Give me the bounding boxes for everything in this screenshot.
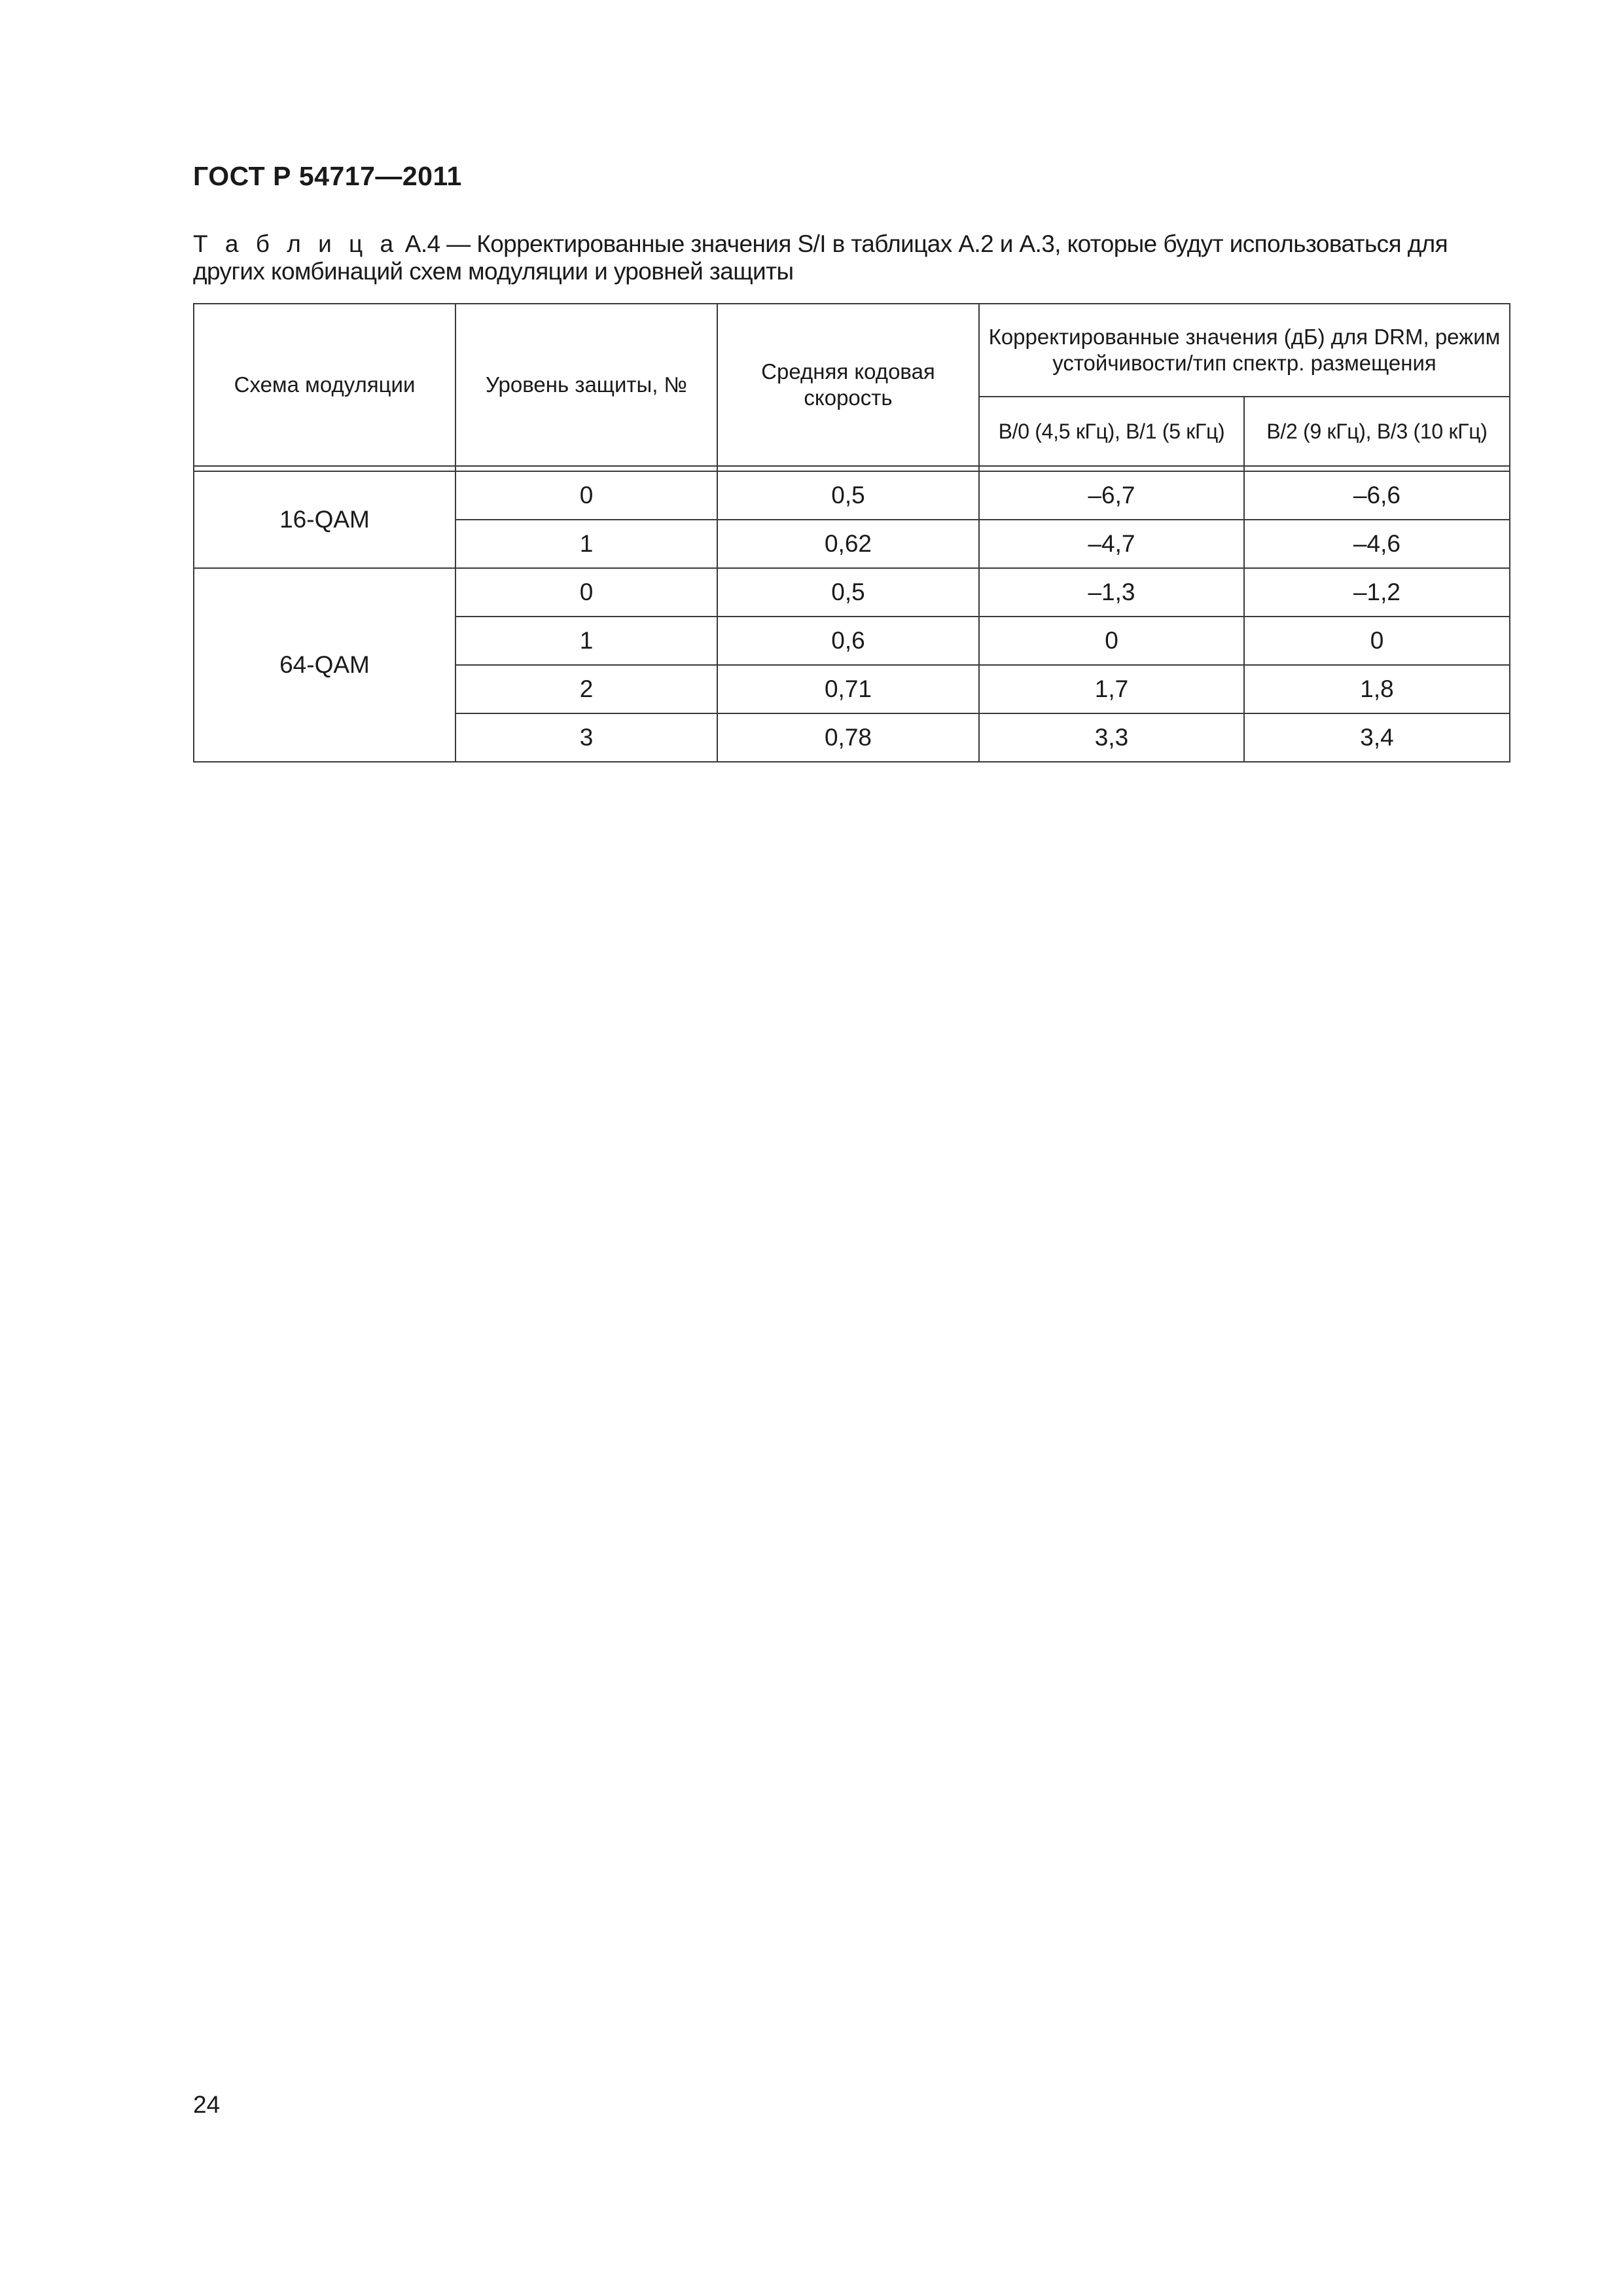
cell-rate: 0,62 bbox=[717, 520, 979, 568]
cell-level: 0 bbox=[455, 471, 717, 520]
cell-value-b2-b3: –1,2 bbox=[1244, 568, 1510, 617]
cell-value-b0-b1: –6,7 bbox=[979, 471, 1244, 520]
cell-level: 0 bbox=[455, 568, 717, 617]
cell-rate: 0,71 bbox=[717, 665, 979, 713]
header-code-rate: Средняя кодовая скорость bbox=[717, 304, 979, 466]
header-b2-b3: B/2 (9 кГц), B/3 (10 кГц) bbox=[1244, 397, 1510, 466]
cell-rate: 0,78 bbox=[717, 713, 979, 762]
cell-level: 3 bbox=[455, 713, 717, 762]
table-row bbox=[194, 471, 1510, 520]
cell-level: 1 bbox=[455, 520, 717, 568]
cell-value-b0-b1: –1,3 bbox=[979, 568, 1244, 617]
caption-prefix: Т а б л и ц а bbox=[193, 230, 399, 257]
cell-value-b2-b3: –4,6 bbox=[1244, 520, 1510, 568]
cell-value-b0-b1: –4,7 bbox=[979, 520, 1244, 568]
header-b0-b1: B/0 (4,5 кГц), B/1 (5 кГц) bbox=[979, 397, 1244, 466]
cell-value-b0-b1: 1,7 bbox=[979, 665, 1244, 713]
cell-level: 1 bbox=[455, 617, 717, 665]
caption-text: А.4 — Корректированные значения S/I в таблицах А.2 и А.3, которые будут использоваться для других комбинаций схем модуляции и уровней защиты bbox=[193, 230, 1448, 285]
table-caption bbox=[193, 230, 1512, 285]
cell-value-b2-b3: –6,6 bbox=[1244, 471, 1510, 520]
cell-value-b2-b3: 3,4 bbox=[1244, 713, 1510, 762]
header-protection-level: Уровень защиты, № bbox=[455, 304, 717, 466]
cell-rate: 0,6 bbox=[717, 617, 979, 665]
cell-rate: 0,5 bbox=[717, 471, 979, 520]
cell-value-b0-b1: 3,3 bbox=[979, 713, 1244, 762]
document-code: ГОСТ Р 54717—2011 bbox=[193, 161, 462, 191]
cell-modulation: 16-QAM bbox=[194, 471, 455, 568]
cell-value-b0-b1: 0 bbox=[979, 617, 1244, 665]
data-table-wrapper bbox=[193, 303, 1509, 762]
cell-rate: 0,5 bbox=[717, 568, 979, 617]
cell-modulation: 64-QAM bbox=[194, 568, 455, 762]
header-separator bbox=[194, 466, 1510, 471]
cell-value-b2-b3: 0 bbox=[1244, 617, 1510, 665]
corrected-values-table bbox=[193, 303, 1510, 762]
header-corrected-values: Корректированные значения (дБ) для DRM, режим устойчивости/тип спектр. размещения bbox=[979, 304, 1510, 397]
header-modulation: Схема модуляции bbox=[194, 304, 455, 466]
cell-level: 2 bbox=[455, 665, 717, 713]
table-row bbox=[194, 568, 1510, 617]
cell-value-b2-b3: 1,8 bbox=[1244, 665, 1510, 713]
page-number: 24 bbox=[193, 2091, 221, 2118]
